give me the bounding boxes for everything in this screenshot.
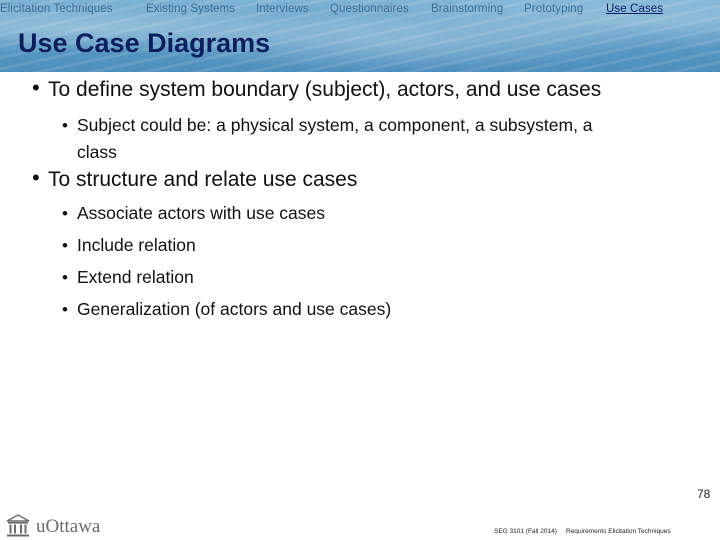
bullet-1-sub-1-line-1: Subject could be: a physical system, a component, a subsystem, a <box>77 115 593 135</box>
nav-link-questionnaires[interactable]: Questionnaires <box>330 3 409 15</box>
nav-link-existing-systems[interactable]: Existing Systems <box>146 3 236 15</box>
bullet-2-sub-3-text: Extend relation <box>77 267 194 287</box>
bullet-dot: • <box>62 204 68 223</box>
bullet-1-text: To define system boundary (subject), actors, and use cases <box>48 78 602 101</box>
nav-link-interviews[interactable]: Interviews <box>256 3 309 15</box>
bullet-2-sub-2 <box>62 232 196 259</box>
nav-link-use-cases[interactable]: Use Cases <box>606 3 664 15</box>
footer-topic: Requirements Elicitation Techniques <box>566 528 671 535</box>
bullet-1-sub-1 <box>62 112 593 166</box>
logo-text: uOttawa <box>36 516 101 537</box>
bullet-dot: • <box>32 75 40 100</box>
bullet-2-text: To structure and relate use cases <box>48 168 358 191</box>
slide-header <box>0 0 720 72</box>
bullet-dot: • <box>62 268 68 287</box>
bullet-2-sub-1 <box>62 200 326 227</box>
bullet-2-sub-4-text: Generalization (of actors and use cases) <box>77 299 392 319</box>
bullet-1-sub-1-line-2: class <box>77 142 117 162</box>
university-building-icon <box>6 514 30 538</box>
nav-bar <box>0 3 720 19</box>
bullet-dot: • <box>62 236 68 255</box>
nav-link-brainstorming[interactable]: Brainstorming <box>431 3 504 15</box>
nav-link-prototyping[interactable]: Prototyping <box>524 3 584 15</box>
nav-link-elicitation-techniques[interactable]: Elicitation Techniques <box>0 3 113 15</box>
footer-course: SEG 3101 (Fall 2014) <box>494 528 557 535</box>
bullet-2 <box>32 165 358 192</box>
bullet-2-sub-2-text: Include relation <box>77 235 196 255</box>
bullet-2-sub-4 <box>62 296 392 323</box>
bullet-dot: • <box>32 165 40 190</box>
bullet-2-sub-3 <box>62 264 194 291</box>
bullet-1 <box>32 75 602 102</box>
bullet-dot: • <box>62 116 68 135</box>
uottawa-logo <box>6 514 106 540</box>
page-number: 78 <box>697 487 711 501</box>
bullet-2-sub-1-text: Associate actors with use cases <box>77 203 326 223</box>
bullet-dot: • <box>62 300 68 319</box>
slide-title: Use Case Diagrams <box>18 28 271 58</box>
